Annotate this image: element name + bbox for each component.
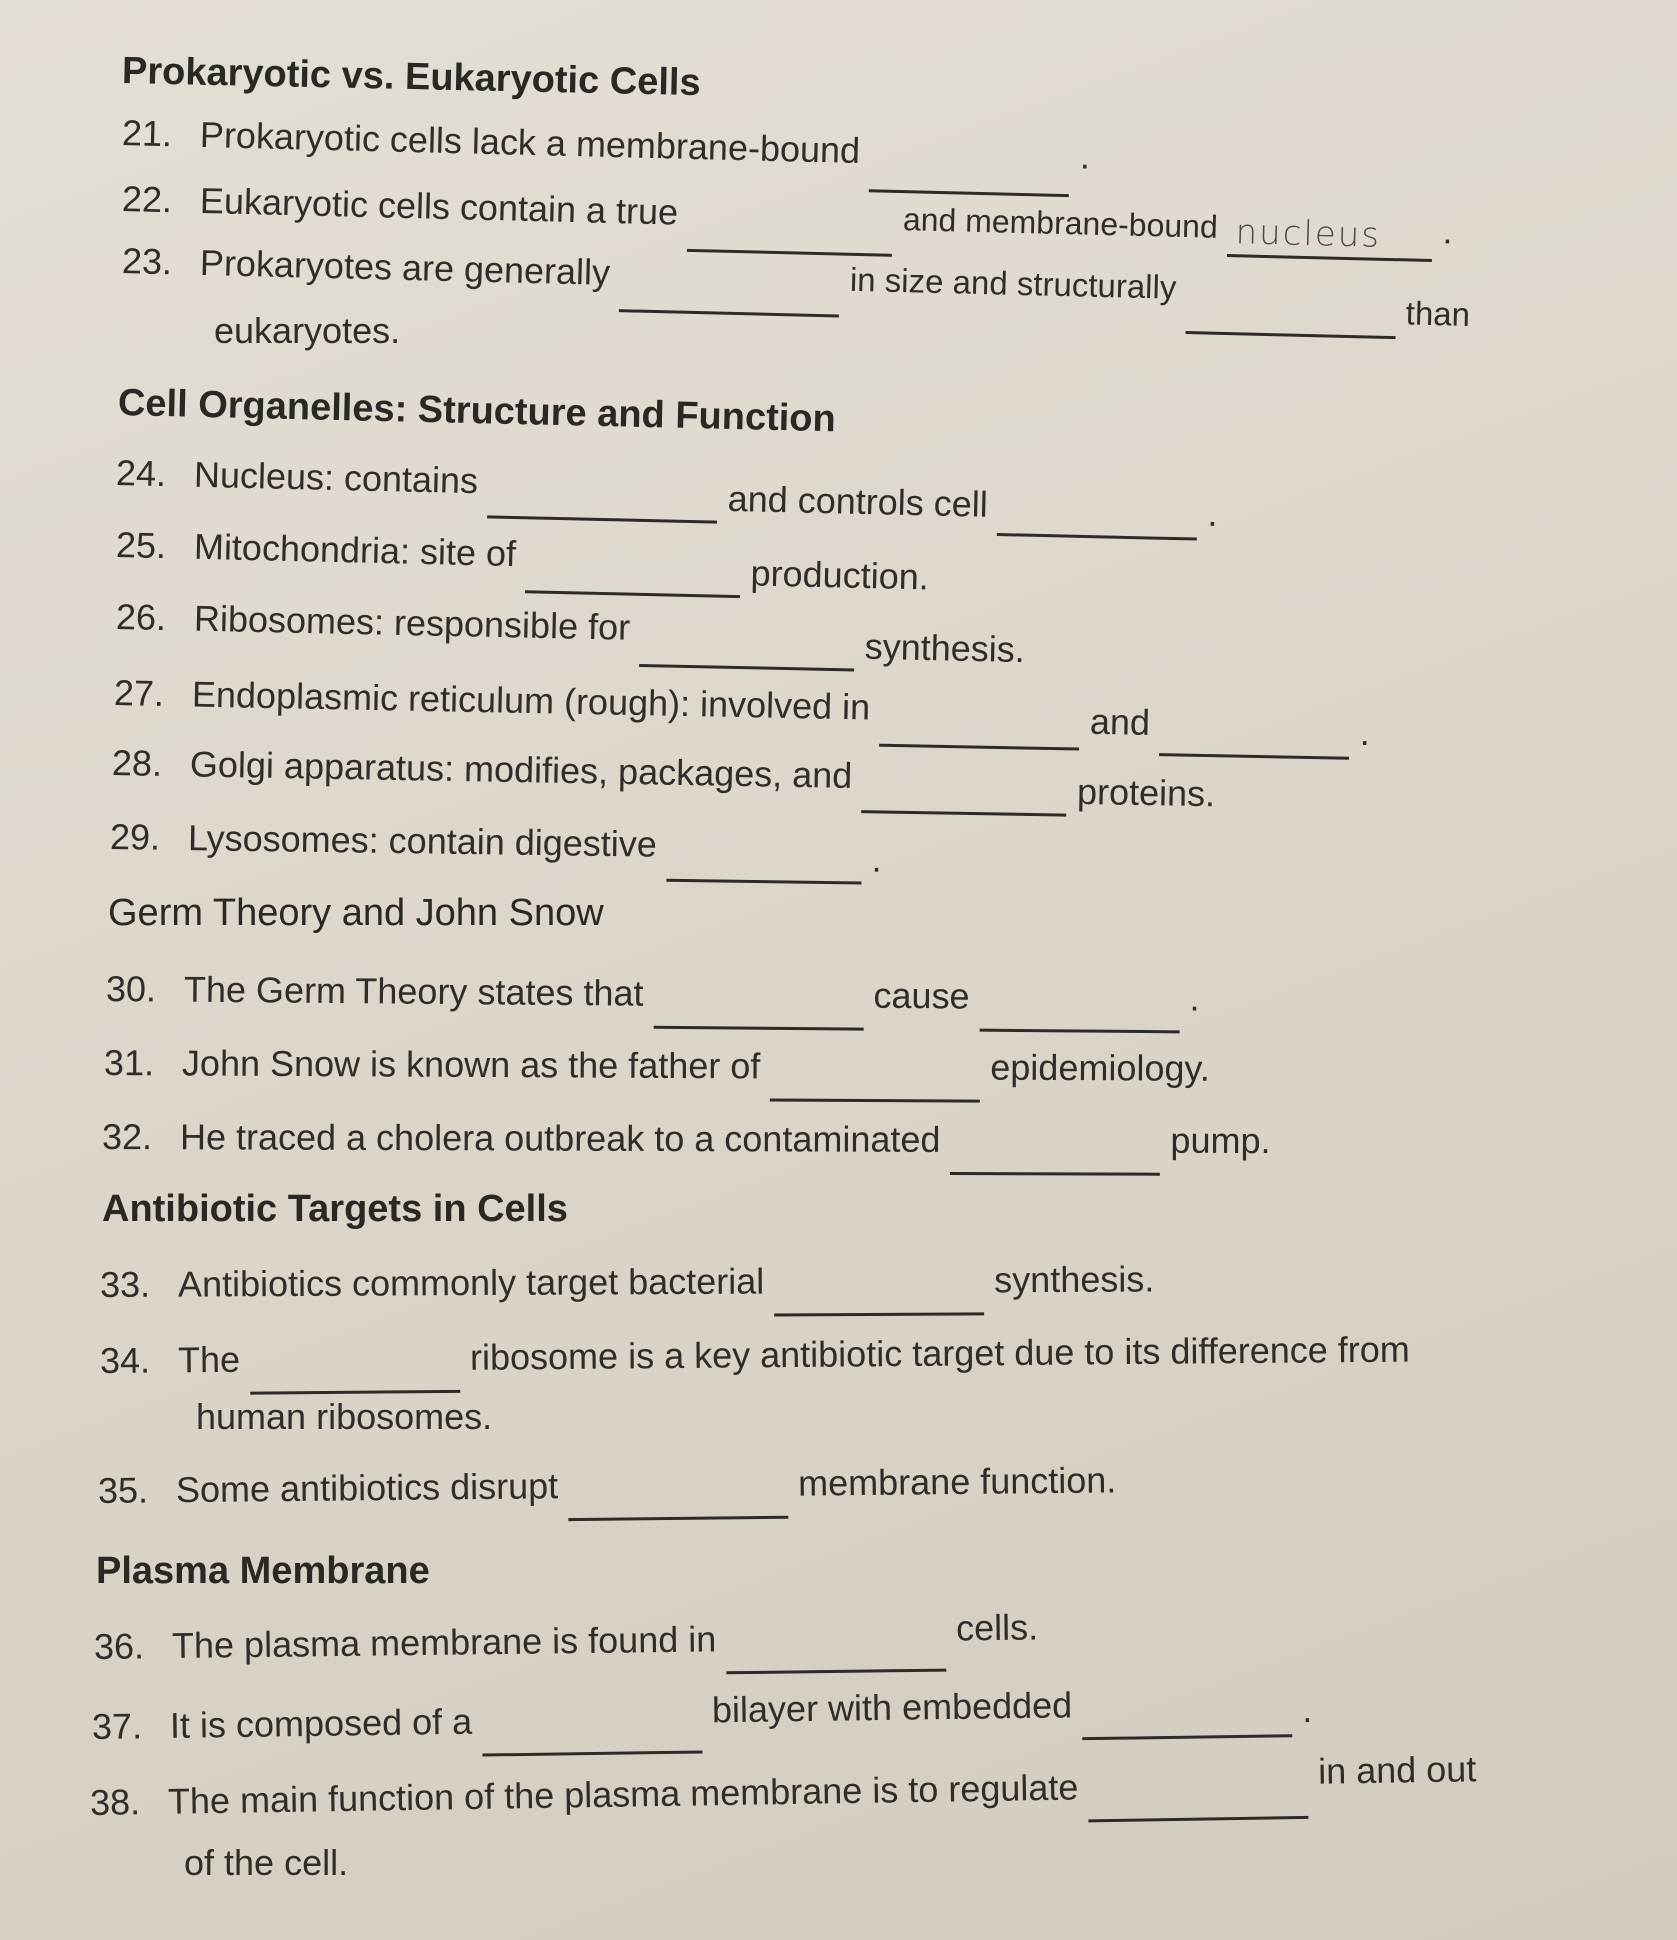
answer-blank[interactable] [862, 776, 1068, 817]
question-number: 36. [93, 1625, 145, 1667]
question-number: 32. [101, 1116, 153, 1158]
question-number: 31. [103, 1042, 155, 1084]
answer-blank[interactable] [1159, 719, 1350, 760]
question-number: 33. [99, 1263, 151, 1305]
question-38: 38. The main function of the plasma membrane is to regulate in and out [89, 1748, 1477, 1823]
answer-blank[interactable] [1088, 1782, 1309, 1822]
answer-blank-filled[interactable] [1227, 212, 1433, 262]
answer-blank[interactable] [250, 1356, 460, 1395]
question-38-continuation: of the cell. [184, 1842, 349, 1883]
question-number: 28. [111, 742, 163, 784]
section-heading-prokaryotic-eukaryotic: Prokaryotic vs. Eukaryotic Cells [121, 50, 702, 105]
question-24: 24. Nucleus: containsand controls cell . [116, 452, 1219, 519]
answer-blank[interactable] [1185, 297, 1396, 339]
question-35: 35. Some antibiotics disrupt membrane function. [98, 1459, 1117, 1512]
answer-blank[interactable] [568, 1482, 788, 1521]
question-36: 36. The plasma membrane is found in cells. [94, 1614, 1039, 1668]
answer-blank[interactable] [879, 710, 1080, 751]
answer-blank[interactable] [997, 499, 1198, 541]
question-34-continuation: human ribosomes. [196, 1396, 493, 1437]
question-22: 22. Eukaryotic cells contain a true and membrane-bound nucleus . [121, 178, 1453, 253]
question-number: 25. [115, 524, 167, 567]
question-33: 33. Antibiotics commonly target bacterial synthesis. [100, 1258, 1155, 1306]
question-31: 31. John Snow is known as the father of epidemiology. [104, 1042, 1210, 1090]
question-25: 25. Mitochondria: site ofproduction. [115, 524, 930, 598]
answer-blank[interactable] [666, 845, 861, 885]
answer-blank[interactable] [1082, 1700, 1292, 1740]
section-heading-germ-theory: Germ Theory and John Snow [108, 892, 604, 934]
question-21: 21. Prokaryotic cells lack a membrane-bound . [121, 112, 1090, 178]
question-number: 21. [121, 112, 173, 155]
question-37: 37. It is composed of a bilayer with embedded . [92, 1689, 1313, 1748]
answer-blank[interactable] [979, 995, 1179, 1034]
handwritten-answer: nucleus [1235, 212, 1382, 256]
question-number: 30. [105, 968, 157, 1010]
question-number: 35. [97, 1469, 149, 1511]
answer-blank[interactable] [525, 556, 741, 598]
question-28: 28. Golgi apparatus: modifies, packages, and proteins. [112, 742, 1216, 803]
answer-blank[interactable] [869, 155, 1070, 197]
question-26: 26. Ribosomes: responsible forsynthesis. [115, 596, 1026, 671]
question-number: 27. [113, 672, 165, 714]
answer-blank[interactable] [619, 275, 840, 317]
question-23-continuation: eukaryotes. [214, 310, 401, 351]
question-34: 34. The ribosome is a key antibiotic target due to its difference from [100, 1329, 1410, 1382]
question-27: 27. Endoplasmic reticulum (rough): involved in and . [114, 672, 1371, 738]
answer-blank[interactable] [770, 1064, 980, 1102]
answer-blank[interactable] [653, 992, 863, 1031]
question-number: 37. [91, 1705, 143, 1747]
answer-blank[interactable] [482, 1716, 702, 1756]
question-number: 26. [115, 596, 167, 639]
question-number: 22. [121, 178, 173, 221]
section-heading-antibiotic-targets: Antibiotic Targets in Cells [102, 1188, 568, 1230]
question-30: 30. The Germ Theory states that cause . [106, 968, 1200, 1020]
question-23: 23. Prokaryotes are generally in size and structurallythan [121, 240, 1471, 315]
question-29: 29. Lysosomes: contain digestive . [110, 816, 882, 869]
answer-blank[interactable] [487, 481, 718, 523]
question-number: 23. [121, 240, 173, 283]
question-number: 34. [99, 1339, 151, 1381]
answer-blank[interactable] [726, 1635, 946, 1675]
question-number: 29. [109, 816, 161, 858]
section-heading-plasma-membrane: Plasma Membrane [96, 1550, 430, 1592]
question-number: 38. [89, 1781, 141, 1823]
answer-blank[interactable] [774, 1278, 984, 1316]
answer-blank[interactable] [950, 1138, 1160, 1176]
answer-blank[interactable] [687, 215, 893, 257]
answer-blank[interactable] [639, 630, 855, 671]
question-32: 32. He traced a cholera outbreak to a contaminated pump. [102, 1116, 1271, 1162]
section-heading-cell-organelles: Cell Organelles: Structure and Function [117, 382, 837, 441]
question-number: 24. [115, 452, 167, 495]
